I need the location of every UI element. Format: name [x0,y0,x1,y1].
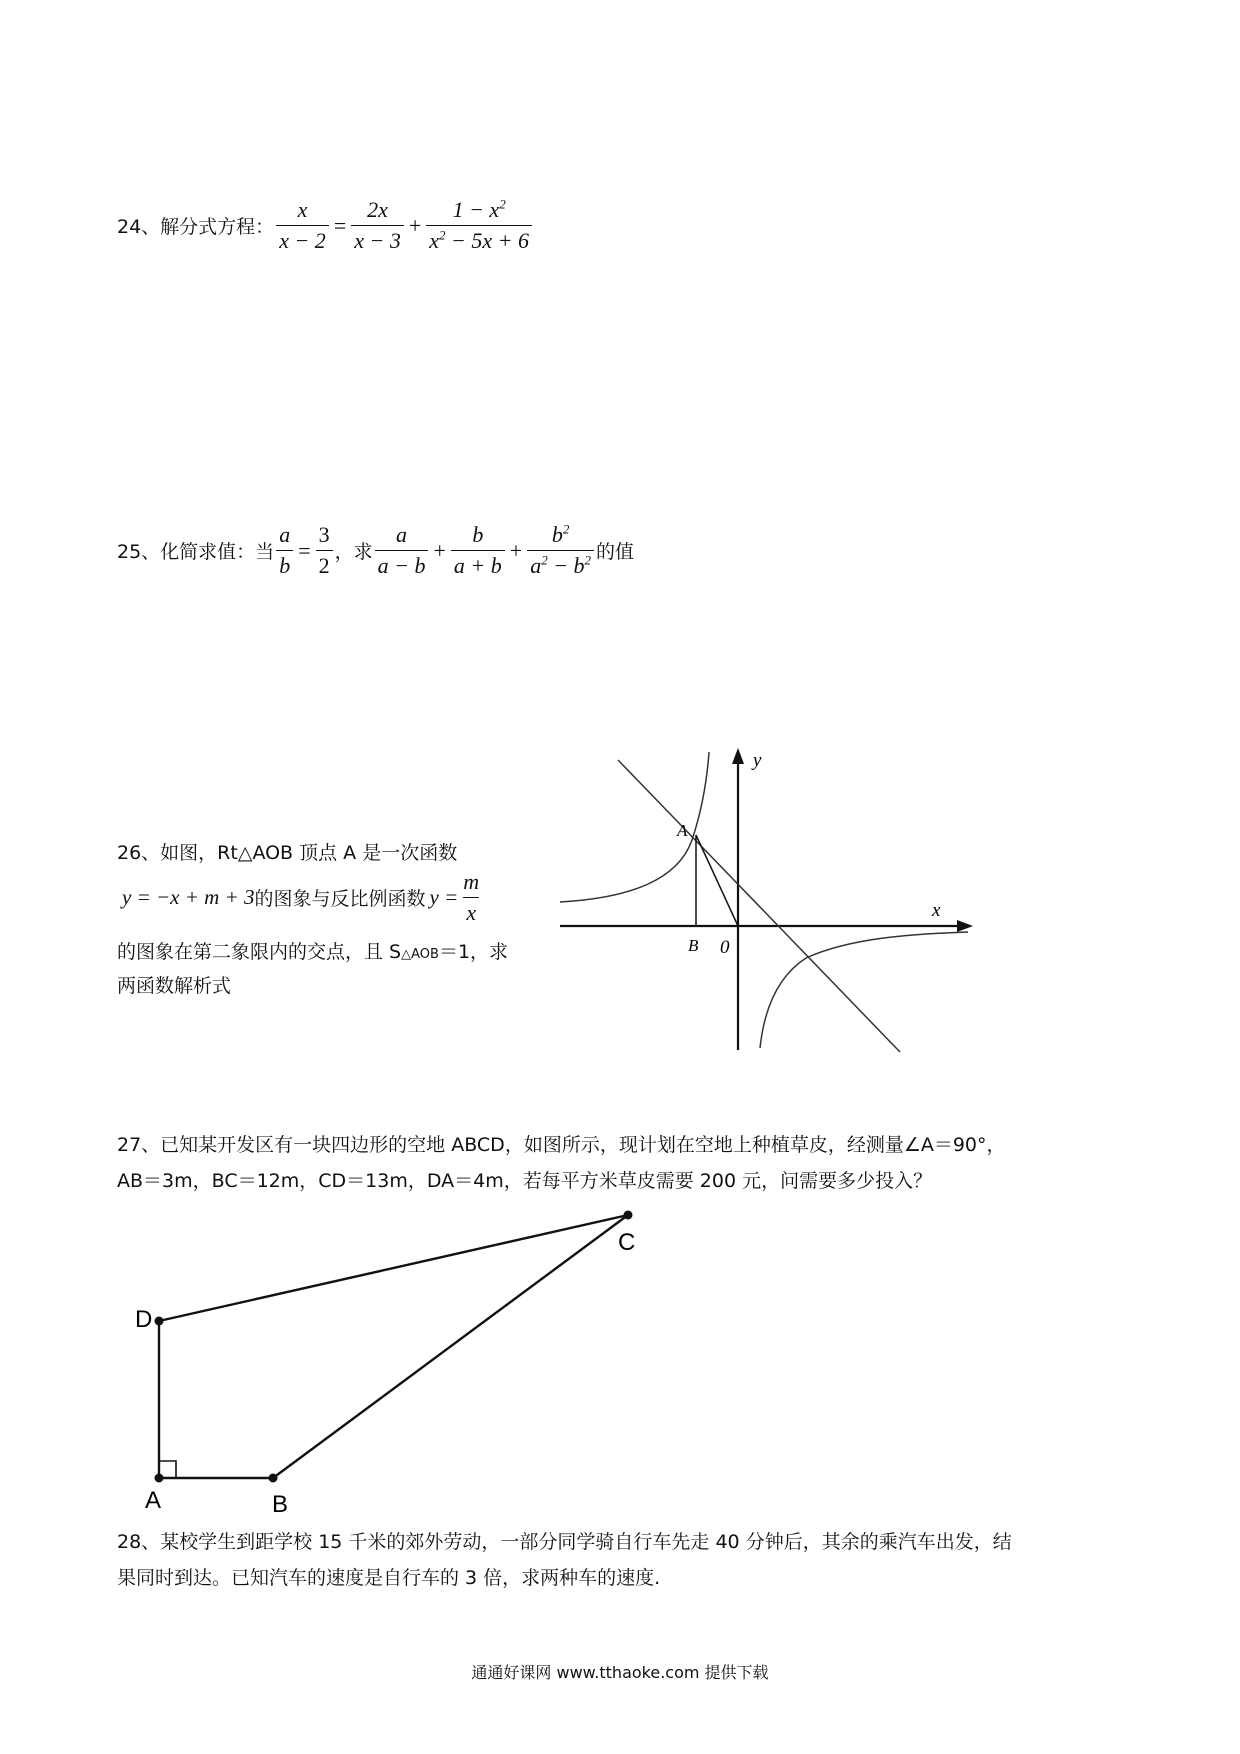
q25-condition-fraction: $\frac{a}{b}$ [276,523,293,578]
q26-line3: 的图象在第二象限内的交点，且 S△AOB＝1，求 [117,941,509,963]
q24-term1-fraction: $\frac{2x}{x - 3}$ [351,198,404,253]
point-b [269,1474,278,1483]
q25-equals: = [298,537,311,563]
point-d [155,1317,164,1326]
q26-line4: 两函数解析式 [117,975,232,997]
q27-line2: AB＝3m，BC＝12m，CD＝13m，DA＝4m，若每平方米草皮需要 200 元，问需要多少投入？ [117,1170,933,1192]
q24-plus: + [408,212,422,238]
page-footer: 通通好课网 www.tthaoke.com 提供下载 [471,1663,769,1682]
q26-line2 [122,870,484,925]
x-axis-arrow-icon [957,920,973,932]
q25-value-fraction: $\frac{3}{2}$ [316,523,333,578]
q26-line2-mid: 的图象与反比例函数 [254,888,426,910]
q25-fraction-2: $\frac{b}{a + b}$ [451,523,505,578]
question-24 [117,198,534,253]
q26-area-subscript: △AOB [401,947,439,962]
q26-linear-function: y = −x + m + 3 [122,885,255,909]
q27-line1: 27、已知某开发区有一块四边形的空地 ABCD，如图所示，现计划在空地上种植草皮，经测量∠A＝90°， [117,1134,1006,1156]
q26-inverse-fraction: $\frac{m}{x}$ [463,869,480,925]
q26-y-equals: y = [429,885,459,909]
point-c [624,1211,633,1220]
label-x: x [932,900,941,921]
quadrilateral-abcd [159,1215,628,1478]
label-a-fig: A [145,1487,162,1514]
q25-fraction-3: $\frac{b^2}{a^2 - b^2}$ [527,523,594,578]
q25-plus-1: + [433,537,446,563]
q28-line2: 果同时到达。已知汽车的速度是自行车的 3 倍，求两种车的速度. [117,1567,661,1589]
y-axis-arrow-icon [732,748,744,764]
q25-mid: ，求 [334,541,373,563]
q24-equals: = [333,212,347,238]
q25-fraction-1: $\frac{a}{a - b}$ [375,523,429,578]
question-25 [117,523,634,578]
q25-prefix: 25、化简求值：当 [117,541,275,563]
q24-term2-fraction: $\frac{1 - x^2}{x^2 - 5x + 6}$ [426,198,532,253]
label-b: B [688,936,699,955]
label-b-fig: B [272,1491,289,1518]
hyperbola-branch-4 [760,932,968,1048]
label-c: C [618,1229,636,1256]
segment-ao [696,835,738,926]
q24-lhs-fraction: $\frac{x}{x - 2}$ [276,198,329,253]
label-d: D [135,1306,153,1333]
linear-function-line [618,760,900,1052]
label-o: 0 [720,937,730,958]
q28-line1: 28、某校学生到距学校 15 千米的郊外劳动，一部分同学骑自行车先走 40 分钟后，其余的乘汽车出发，结 [117,1531,1012,1553]
label-a: A [677,821,688,840]
q25-suffix: 的值 [596,541,635,563]
q26-line1: 26、如图，Rt△AOB 顶点 A 是一次函数 [117,842,458,864]
q26-function-graph [560,740,980,1060]
q24-prefix: 24、解分式方程： [117,216,275,238]
q25-plus-2: + [509,537,523,563]
q27-quadrilateral-figure [120,1195,680,1525]
label-y: y [753,750,762,771]
point-a [155,1474,164,1483]
